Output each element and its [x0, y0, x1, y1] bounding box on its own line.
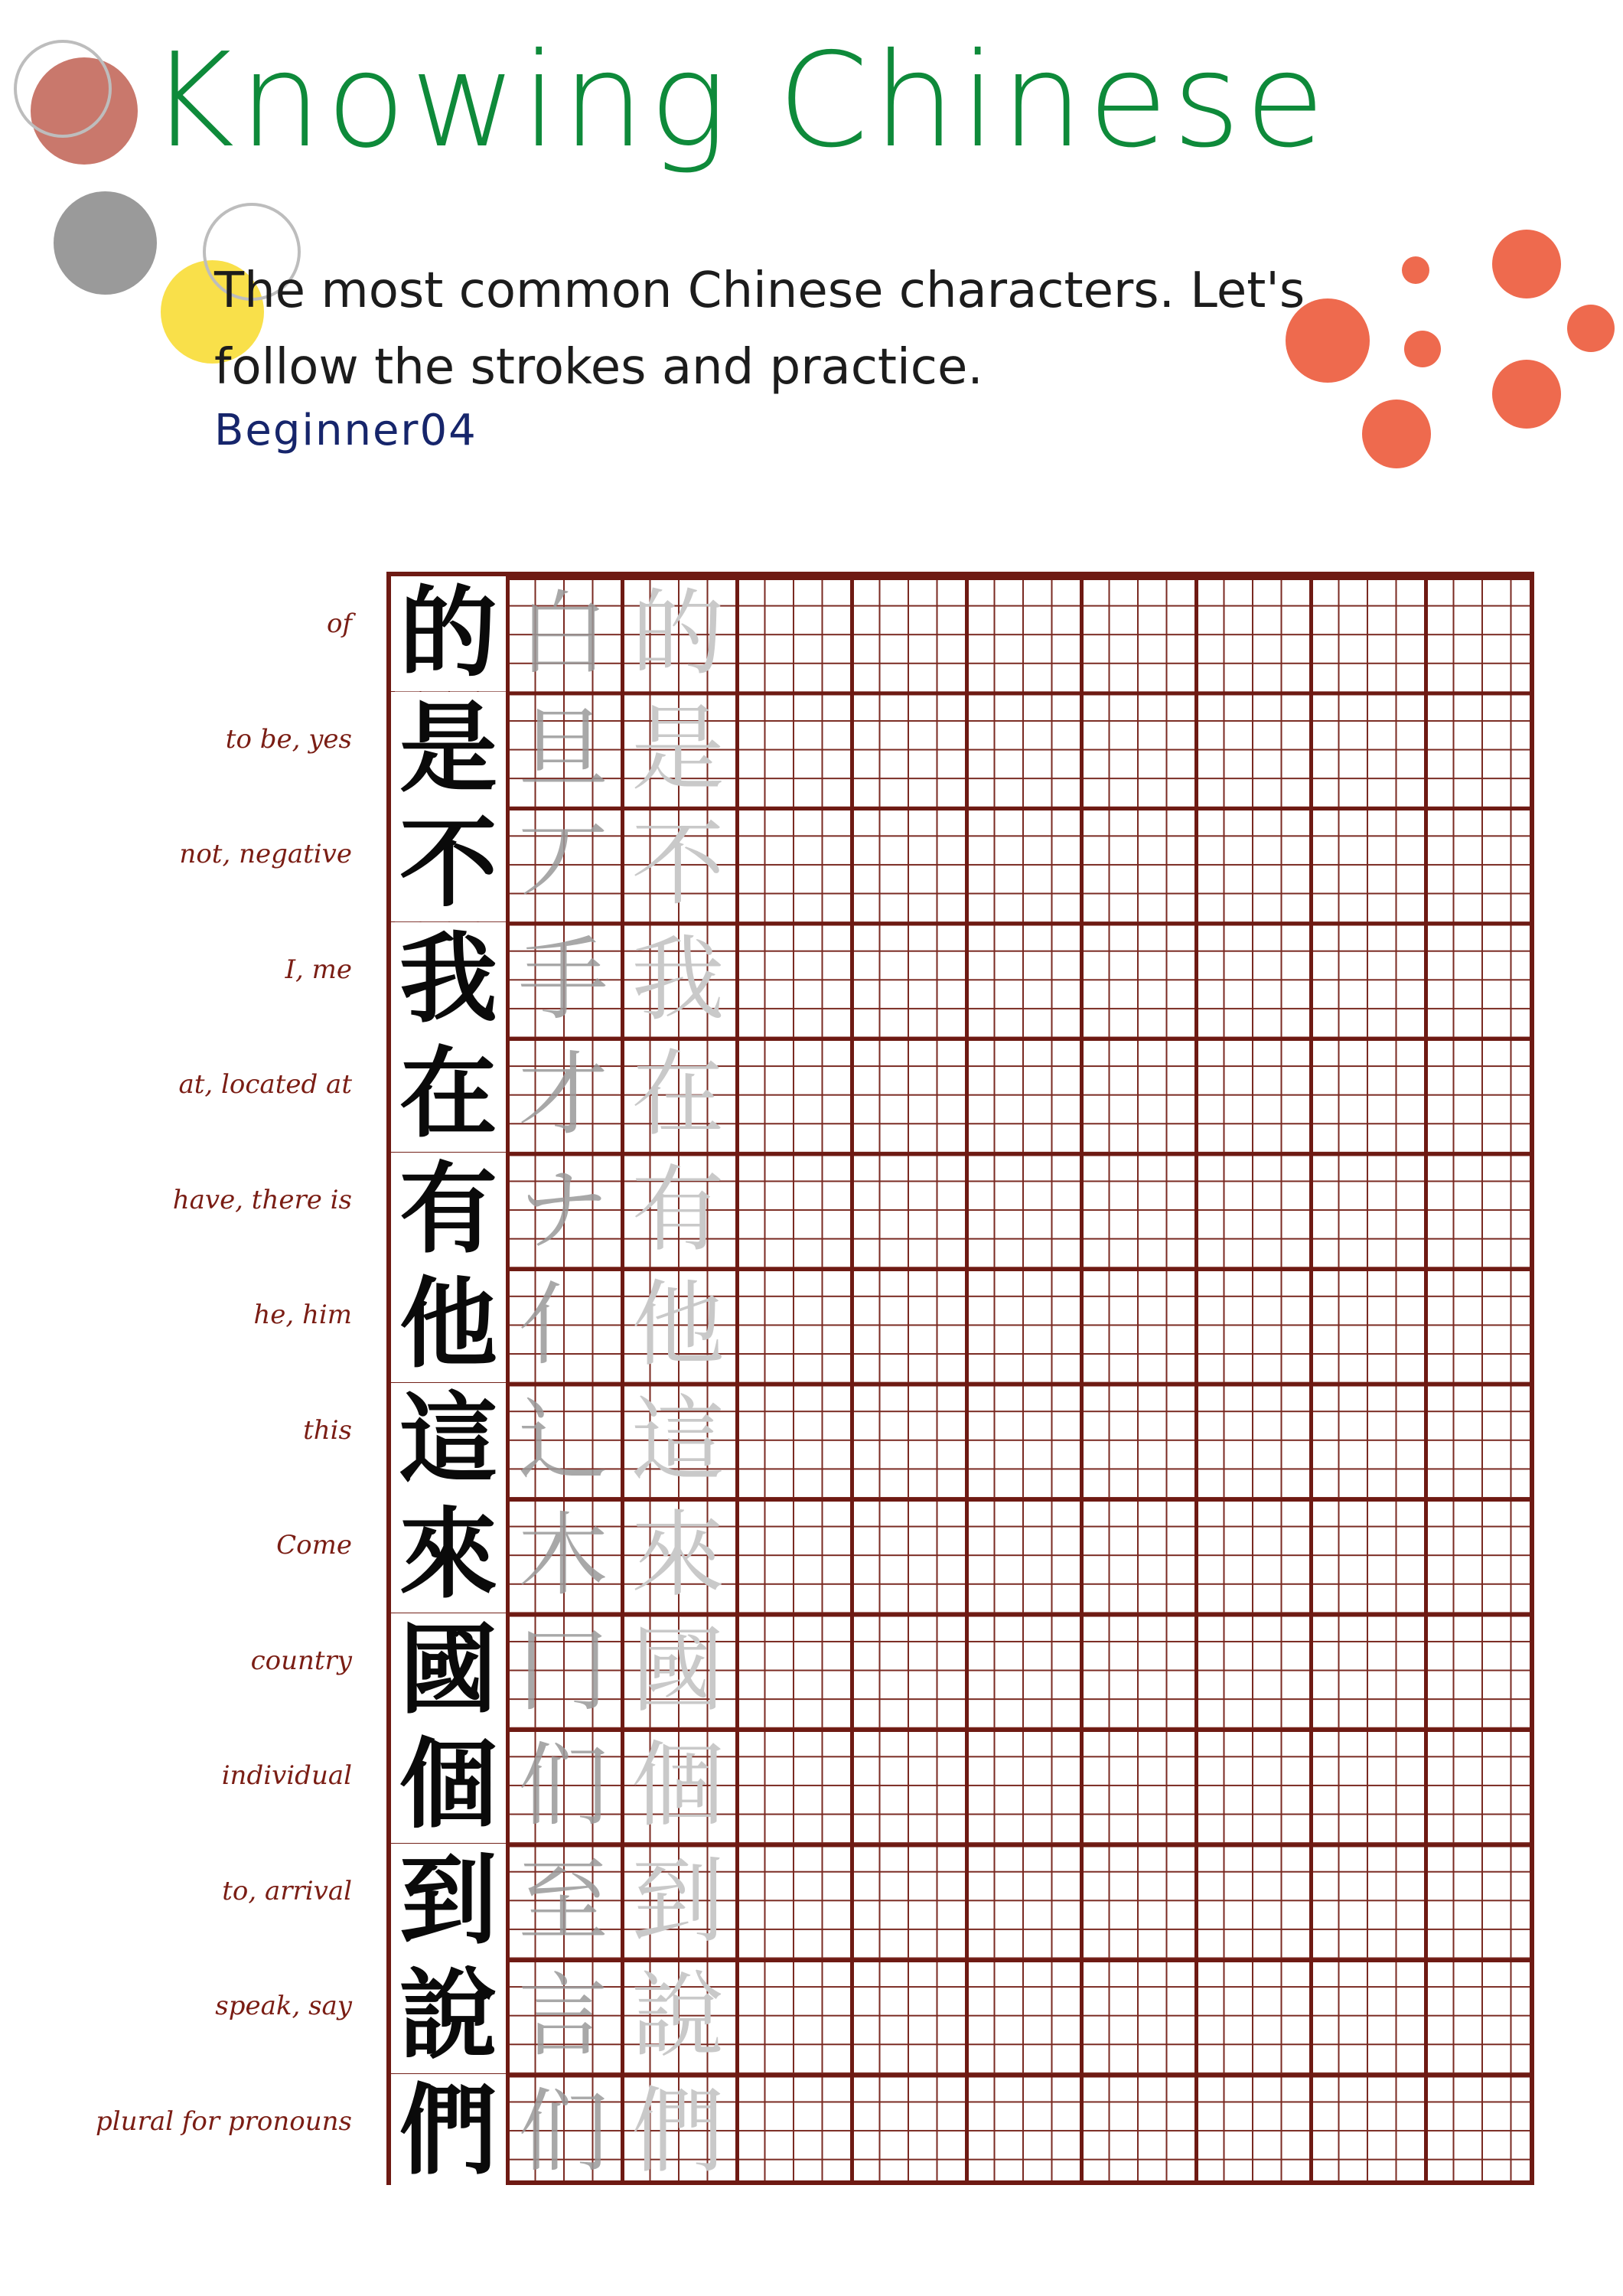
practice-cell[interactable]: [965, 1844, 1080, 1958]
model-character: 國: [391, 1613, 506, 1728]
meaning-label: individual: [221, 1760, 352, 1791]
model-character: 不: [391, 807, 506, 921]
practice-cell[interactable]: [735, 1844, 850, 1958]
practice-row: [391, 1153, 1539, 1267]
practice-cell[interactable]: [1424, 1498, 1539, 1613]
stroke-order-guide: 们: [517, 2078, 608, 2184]
practice-cell[interactable]: [1424, 1153, 1539, 1267]
practice-cell[interactable]: [965, 1267, 1080, 1382]
practice-cell[interactable]: [1080, 1037, 1194, 1152]
meaning-label: he, him: [253, 1300, 352, 1330]
meaning-label: to, arrival: [222, 1875, 352, 1906]
stroke-order-guide: 辶: [517, 1387, 608, 1493]
practice-row: [391, 1613, 1539, 1728]
practice-cell[interactable]: [1309, 576, 1424, 691]
model-character: 到: [391, 1844, 506, 1958]
practice-cell[interactable]: [1194, 807, 1309, 921]
practice-row: [391, 1728, 1539, 1843]
practice-cell[interactable]: [1309, 1844, 1424, 1958]
practice-row: [391, 1958, 1539, 2073]
practice-cell[interactable]: [1194, 1037, 1309, 1152]
practice-cell[interactable]: [850, 576, 965, 691]
practice-cell[interactable]: [1080, 692, 1194, 807]
decor-red-dot-7: [1362, 400, 1431, 468]
stroke-order-guide: 至: [517, 1848, 608, 1954]
practice-cell[interactable]: [965, 1037, 1080, 1152]
practice-cell[interactable]: [1080, 576, 1194, 691]
practice-cell[interactable]: [1194, 1267, 1309, 1382]
trace-character: 說: [631, 1962, 725, 2070]
model-character: 有: [391, 1153, 506, 1267]
practice-cell[interactable]: [735, 1037, 850, 1152]
practice-cell[interactable]: [965, 1153, 1080, 1267]
practice-cell[interactable]: [1194, 576, 1309, 691]
practice-cell[interactable]: [735, 1613, 850, 1728]
model-character: 這: [391, 1383, 506, 1498]
model-character: 來: [391, 1498, 506, 1613]
practice-cell[interactable]: [850, 807, 965, 921]
practice-cell[interactable]: [965, 692, 1080, 807]
practice-cell[interactable]: [965, 2074, 1080, 2189]
stroke-order-guide: 丆: [517, 811, 608, 917]
meaning-label: plural for pronouns: [96, 2105, 352, 2137]
practice-cell[interactable]: [1194, 1613, 1309, 1728]
trace-character: 的: [631, 579, 725, 688]
meaning-label: of: [326, 608, 352, 639]
practice-cell[interactable]: [1194, 1498, 1309, 1613]
practice-row: [391, 692, 1539, 807]
stroke-order-guide: 木: [517, 1502, 608, 1608]
practice-cell[interactable]: [1080, 1153, 1194, 1267]
practice-cell[interactable]: [1424, 1613, 1539, 1728]
practice-cell[interactable]: [850, 1153, 965, 1267]
practice-cell[interactable]: [1080, 2074, 1194, 2189]
practice-cell[interactable]: [735, 1728, 850, 1843]
practice-cell[interactable]: [735, 1958, 850, 2073]
practice-cell[interactable]: [1080, 1728, 1194, 1843]
practice-cell[interactable]: [1194, 922, 1309, 1037]
practice-cell[interactable]: [1424, 1958, 1539, 2073]
model-character: 的: [391, 576, 506, 691]
trace-character: 這: [631, 1385, 725, 1495]
trace-character: 他: [631, 1270, 725, 1379]
decor-red-dot-6: [1492, 360, 1561, 429]
model-character: 是: [391, 692, 506, 807]
practice-cell[interactable]: [1309, 1728, 1424, 1843]
practice-row: [391, 2074, 1539, 2189]
practice-cell[interactable]: [1424, 692, 1539, 807]
meaning-label: not, negative: [179, 839, 352, 869]
practice-cell[interactable]: [1080, 807, 1194, 921]
trace-character: 們: [631, 2076, 725, 2186]
meaning-label: I, me: [285, 954, 352, 985]
practice-cell[interactable]: [1080, 922, 1194, 1037]
practice-cell[interactable]: [1309, 807, 1424, 921]
practice-cell[interactable]: [735, 576, 850, 691]
model-character: 他: [391, 1267, 506, 1382]
practice-cell[interactable]: [1194, 2074, 1309, 2189]
decor-red-dot-4: [1404, 331, 1441, 367]
practice-cell[interactable]: [735, 1153, 850, 1267]
trace-character: 個: [631, 1731, 725, 1840]
practice-cell[interactable]: [850, 1958, 965, 2073]
trace-character: 來: [631, 1501, 725, 1609]
decor-ring-top-left: [14, 40, 112, 138]
practice-cell[interactable]: [965, 1728, 1080, 1843]
meaning-label: have, there is: [172, 1184, 352, 1215]
practice-row: [391, 1383, 1539, 1498]
practice-cell[interactable]: [850, 692, 965, 807]
practice-cell[interactable]: [850, 1613, 965, 1728]
trace-character: 在: [631, 1040, 725, 1149]
trace-character: 有: [631, 1155, 725, 1264]
practice-row: [391, 1267, 1539, 1382]
practice-cell[interactable]: [1424, 1383, 1539, 1498]
model-character: 個: [391, 1728, 506, 1843]
practice-row: [391, 807, 1539, 921]
practice-cell[interactable]: [850, 1844, 965, 1958]
practice-cell[interactable]: [850, 1498, 965, 1613]
practice-cell[interactable]: [735, 1383, 850, 1498]
model-character: 們: [391, 2074, 506, 2189]
practice-cell[interactable]: [850, 1037, 965, 1152]
practice-row: [391, 1844, 1539, 1958]
practice-cell[interactable]: [1309, 1153, 1424, 1267]
practice-cell[interactable]: [965, 1498, 1080, 1613]
practice-cell[interactable]: [1309, 692, 1424, 807]
practice-cell[interactable]: [1080, 1613, 1194, 1728]
stroke-order-guide: 才: [517, 1042, 608, 1147]
meaning-label: speak, say: [215, 1991, 352, 2021]
practice-cell[interactable]: [1080, 1844, 1194, 1958]
practice-cell[interactable]: [1309, 1267, 1424, 1382]
meaning-label: to be, yes: [225, 723, 352, 755]
practice-cell[interactable]: [735, 2074, 850, 2189]
stroke-order-guide: 亻: [517, 1272, 608, 1378]
stroke-order-guide: 们: [517, 1733, 608, 1838]
practice-cell[interactable]: [1424, 1267, 1539, 1382]
practice-cell[interactable]: [735, 1267, 850, 1382]
model-character: 在: [391, 1037, 506, 1152]
practice-cell[interactable]: [735, 922, 850, 1037]
meaning-label: at, located at: [178, 1069, 352, 1100]
practice-grid: [386, 572, 1534, 2188]
practice-cell[interactable]: [965, 1613, 1080, 1728]
practice-cell[interactable]: [1424, 576, 1539, 691]
decor-red-dot-2: [1492, 230, 1561, 298]
practice-cell[interactable]: [1424, 807, 1539, 921]
practice-cell[interactable]: [1194, 1383, 1309, 1498]
practice-cell[interactable]: [850, 922, 965, 1037]
practice-cell[interactable]: [965, 807, 1080, 921]
practice-row: [391, 576, 1539, 691]
practice-cell[interactable]: [1309, 1498, 1424, 1613]
meaning-label: this: [303, 1414, 352, 1446]
practice-cell[interactable]: [1080, 1498, 1194, 1613]
practice-cell[interactable]: [1424, 1728, 1539, 1843]
practice-cell[interactable]: [1424, 1037, 1539, 1152]
stroke-order-guide: 白: [517, 581, 608, 687]
model-character: 我: [391, 922, 506, 1037]
practice-cell[interactable]: [850, 1728, 965, 1843]
trace-character: 到: [631, 1846, 725, 1955]
practice-cell[interactable]: [735, 692, 850, 807]
practice-cell[interactable]: [965, 922, 1080, 1037]
practice-cell[interactable]: [965, 1383, 1080, 1498]
practice-row: [391, 1037, 1539, 1152]
practice-cell[interactable]: [1309, 1613, 1424, 1728]
practice-cell[interactable]: [1194, 1844, 1309, 1958]
decor-red-dot-5: [1567, 305, 1615, 352]
practice-cell[interactable]: [1424, 1844, 1539, 1958]
practice-cell[interactable]: [1309, 1383, 1424, 1498]
stroke-order-guide: 旦: [517, 696, 608, 802]
stroke-order-guide: ナ: [517, 1156, 608, 1263]
trace-character: 不: [631, 810, 725, 918]
practice-cell[interactable]: [965, 1958, 1080, 2073]
stroke-order-guide: 言: [517, 1963, 608, 2069]
practice-row: [391, 922, 1539, 1037]
meaning-label: Come: [276, 1530, 352, 1561]
practice-cell[interactable]: [1194, 692, 1309, 807]
stroke-order-guide: 冂: [517, 1617, 608, 1724]
level-label: Beginner04: [214, 406, 477, 455]
practice-cell[interactable]: [1194, 1153, 1309, 1267]
practice-cell[interactable]: [735, 1498, 850, 1613]
practice-cell[interactable]: [1424, 922, 1539, 1037]
practice-row: [391, 1498, 1539, 1613]
practice-cell[interactable]: [1080, 1383, 1194, 1498]
practice-cell[interactable]: [850, 1383, 965, 1498]
practice-cell[interactable]: [1194, 1958, 1309, 2073]
trace-character: 國: [631, 1616, 725, 1725]
trace-character: 是: [631, 694, 725, 804]
trace-character: 我: [631, 925, 725, 1034]
practice-cell[interactable]: [850, 1267, 965, 1382]
page-subtitle: The most common Chinese characters. Let's follow the strokes and practice.: [214, 263, 1305, 396]
decor-grey-circle: [54, 191, 157, 295]
practice-cell[interactable]: [1309, 1037, 1424, 1152]
practice-cell[interactable]: [1080, 1267, 1194, 1382]
practice-cell[interactable]: [965, 576, 1080, 691]
practice-cell[interactable]: [1194, 1728, 1309, 1843]
practice-cell[interactable]: [1424, 2074, 1539, 2189]
page-title: Knowing Chinese: [149, 25, 1330, 177]
stroke-order-guide: 手: [517, 926, 608, 1032]
practice-cell[interactable]: [1309, 2074, 1424, 2189]
practice-cell[interactable]: [850, 2074, 965, 2189]
practice-cell[interactable]: [1309, 1958, 1424, 2073]
model-character: 說: [391, 1958, 506, 2073]
practice-cell[interactable]: [1309, 922, 1424, 1037]
meaning-label: country: [250, 1645, 352, 1676]
practice-cell[interactable]: [735, 807, 850, 921]
practice-cell[interactable]: [1080, 1958, 1194, 2073]
